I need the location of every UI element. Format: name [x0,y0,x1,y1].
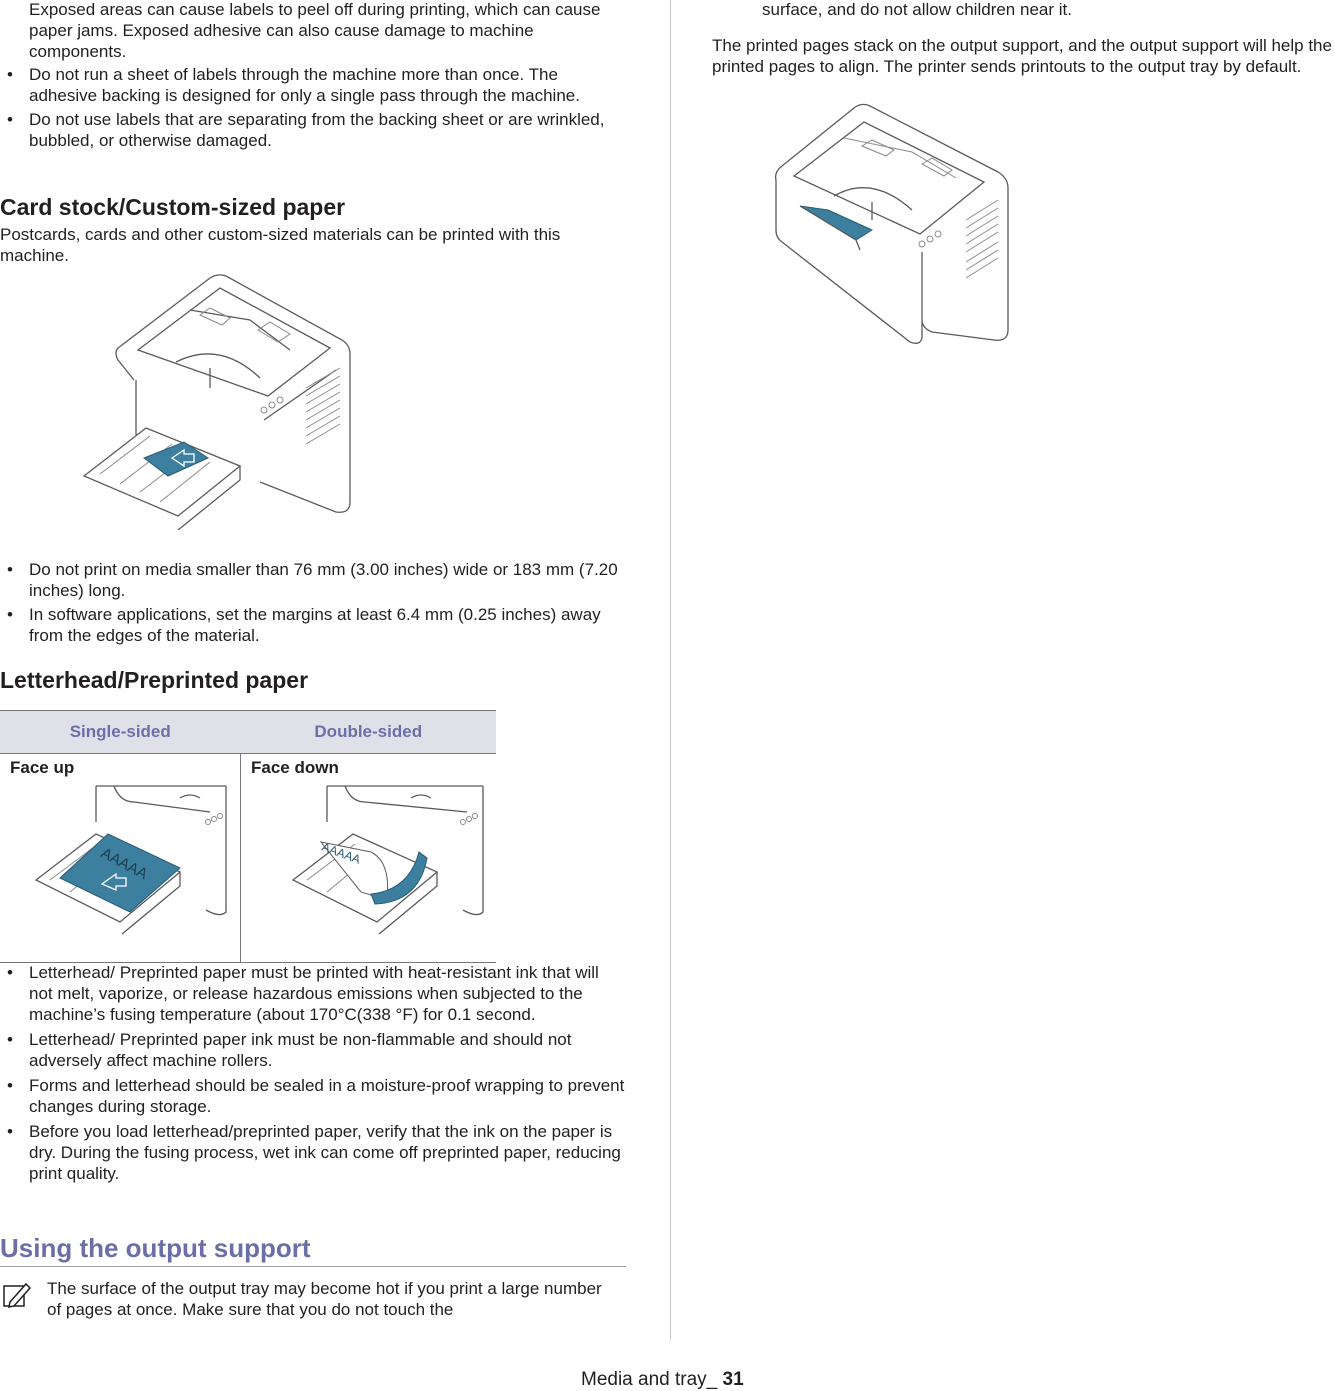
face-down-label: Face down [251,758,339,777]
card-stock-intro: Postcards, cards and other custom-sized materials can be printed with this machine. [0,225,561,265]
output-support-note: The surface of the output tray may become hot if you print a large number of pages at once. Make sure that you do not touch the [47,1279,602,1319]
heading-divider [0,1266,626,1267]
note-pencil-icon [2,1280,32,1310]
labels-continuation-text: Exposed areas can cause labels to peel off during printing, which can cause paper jams. Exposed adhesive can also cause damage to machine components. [29,0,601,61]
list-item: • Forms and letterhead should be sealed in a moisture-proof wrapping to prevent changes during storage. [0,1075,625,1117]
letterhead-heading: Letterhead/Preprinted paper [0,667,309,693]
letterhead-table [0,710,496,963]
list-item: • In software applications, set the margins at least 6.4 mm (0.25 inches) away from the edges of the material. [0,604,625,646]
table-cell-double-sided [241,754,497,963]
table-header-single-sided: Single-sided [0,711,241,754]
printer-card-stock-illustration [80,270,370,530]
column-divider [670,0,671,1340]
page-number: 31 [722,1369,744,1390]
list-item: • Before you load letterhead/preprinted paper, verify that the ink on the paper is dry. During the fusing process, wet ink can come off preprinted paper, reducing print quality. [0,1121,625,1184]
output-support-heading: Using the output support [0,1233,311,1263]
list-item: • Letterhead/ Preprinted paper must be printed with heat-resistant ink that will not melt, vaporize, or release hazardous emissions when subjected to the machine’s fusing temperature (about 170°C(338 °F) for 0.1 second. [0,962,625,1025]
printer-face-up-illustration [30,782,230,942]
labels-bullet-list [0,64,625,151]
card-stock-heading: Card stock/Custom-sized paper [0,194,346,220]
letterhead-bullet-list [0,962,625,1184]
table-cell-single-sided [0,754,241,963]
paper-marking-text: AAAAA [319,839,363,867]
printer-face-down-illustration [291,782,491,942]
list-item: • Do not use labels that are separating from the backing sheet or are wrinkled, bubbled, or otherwise damaged. [0,109,625,151]
face-up-label: Face up [10,758,75,777]
paper-marking-text: AAAAA [98,844,151,884]
table-header-double-sided: Double-sided [241,711,497,754]
list-item: • Do not print on media smaller than 76 mm (3.00 inches) wide or 183 mm (7.20 inches) long. [0,559,625,601]
footer-section-label: Media and tray_ [581,1369,718,1390]
card-stock-bullet-list [0,559,625,646]
note-continuation: surface, and do not allow children near it. [762,0,1072,19]
list-item: • Do not run a sheet of labels through the machine more than once. The adhesive backing is designed for only a single pass through the machine. [0,64,625,106]
printer-output-support-illustration [772,102,1032,347]
output-support-paragraph: The printed pages stack on the output support, and the output support will help the printed pages to align. The printer sends printouts to the output tray by default. [712,36,1332,76]
page-footer [581,1369,744,1391]
list-item: • Letterhead/ Preprinted paper ink must be non-flammable and should not adversely affect machine rollers. [0,1029,625,1071]
